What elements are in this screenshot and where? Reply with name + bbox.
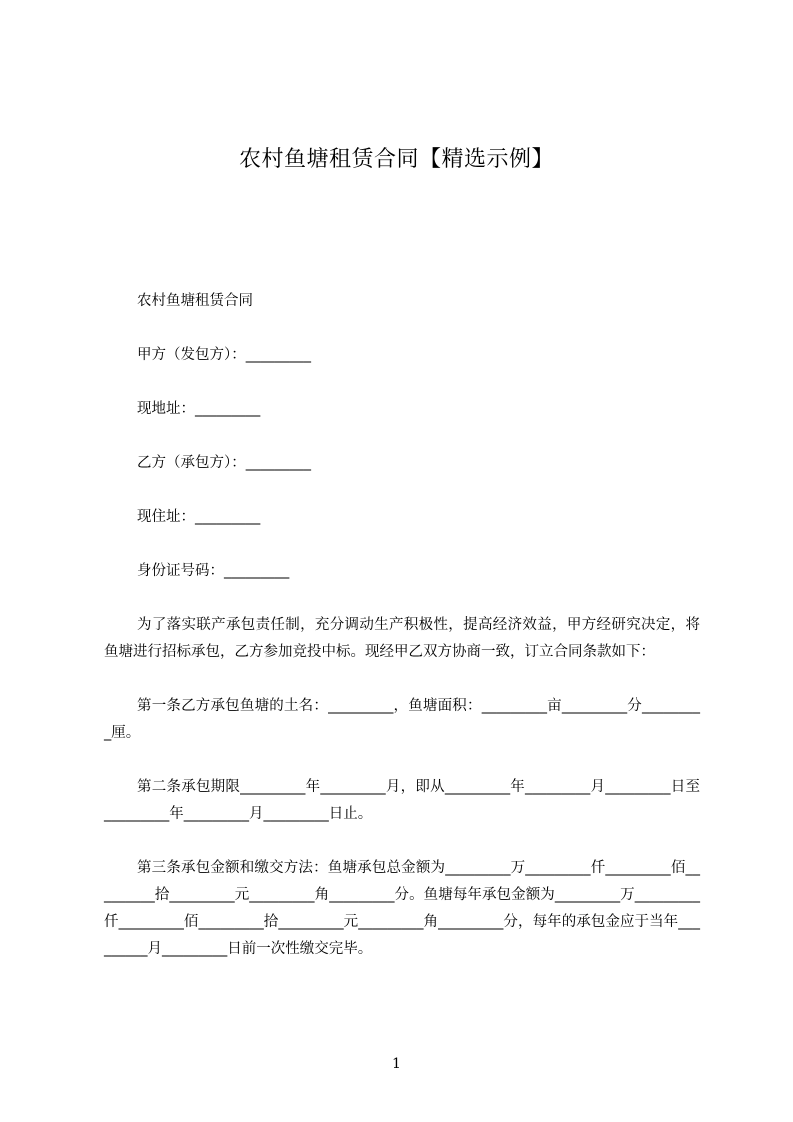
party-a-address-field: 现地址：_________ [137, 401, 261, 417]
document-title: 农村鱼塘租赁合同【精选示例】 [238, 147, 554, 172]
document-body [104, 288, 700, 990]
preamble-paragraph: 为了落实联产承包责任制，充分调动生产积极性，提高经济效益，甲方经研究决定，将鱼塘进行招标承包，乙方参加竞投中标。现经甲乙双方协商一致，订立合同条款如下： [104, 617, 700, 660]
article-1-paragraph: 第一条乙方承包鱼塘的土名：_________，鱼塘面积：_________亩_________分_________厘。 [104, 698, 700, 741]
party-a-field: 甲方（发包方）：_________ [137, 347, 311, 363]
contract-subtitle: 农村鱼塘租赁合同 [137, 293, 253, 309]
page-number: 1 [392, 1056, 401, 1072]
article-2-paragraph: 第二条承包期限_________年_________月，即从_________年_________月_________日至_________年_________月_________日止。 [104, 779, 700, 822]
id-number-field: 身份证号码：_________ [137, 563, 290, 579]
article-3-paragraph: 第三条承包金额和缴交方法：鱼塘承包总金额为_________万_________仟_________佰_________拾_________元_________角_________分。鱼塘每年承包金额为_________万_________仟_________佰_________拾_________元_________角_________分，每年的承包金应于当年_________月_________日前一次性缴交完毕。 [104, 860, 700, 957]
party-b-address-field: 现住址：_________ [137, 509, 261, 525]
party-b-field: 乙方（承包方）：_________ [137, 455, 311, 471]
